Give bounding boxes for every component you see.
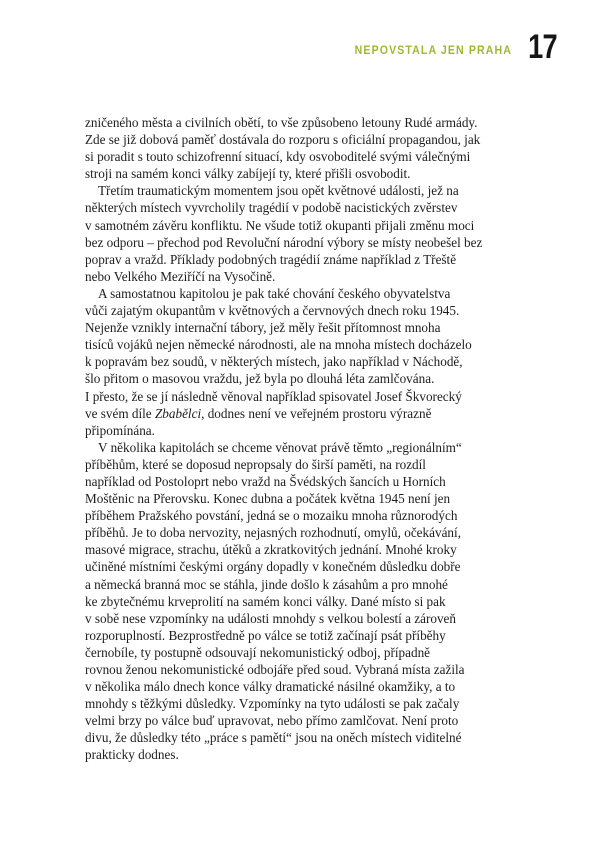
text-run: I přesto, že se jí následně věnoval například spisovatel Josef Škvorecký <box>85 388 462 404</box>
text-line <box>85 524 525 541</box>
text-run: mnohdy s těžkými důsledky. Vzpomínky na tyto události se pak začaly <box>85 696 460 712</box>
text-line <box>85 353 525 370</box>
text-line <box>85 695 525 712</box>
text-run: nebo Velkého Meziříčí na Vysočině. <box>85 268 276 284</box>
text-line <box>85 593 525 610</box>
text-run: příběhů. Je to doba nervozity, nejasných rozhodnutí, omylů, očekávání, <box>85 525 461 541</box>
text-run: příběhem Pražského povstání, jedná se o mozaiku mnoha různorodých <box>85 508 458 524</box>
text-line <box>85 405 525 422</box>
text-run: tisíců vojáků nejen německé národnosti, ale na mnoha místech docházelo <box>85 337 472 353</box>
text-line <box>85 199 525 216</box>
text-run: Třetím traumatickým momentem jsou opět květnové události, jež na <box>98 183 459 199</box>
text-line <box>85 439 525 456</box>
text-run: velmi brzy po válce buď upravovat, nebo přímo zamlčovat. Není proto <box>85 713 459 729</box>
text-run: šlo přitom o masovou vraždu, jež byla po dlouhá léta zamlčována. <box>85 371 435 387</box>
text-line <box>85 148 525 165</box>
text-line <box>85 729 525 746</box>
text-line <box>85 319 525 336</box>
text-run: některých místech vyvrcholily tragédií v podobě nacistických zvěrstev <box>85 200 458 216</box>
text-line <box>85 644 525 661</box>
text-line <box>85 576 525 593</box>
text-run: Zde se již dobová paměť dostávala do rozporu s oficiální propagandou, jak <box>85 132 481 148</box>
text-line <box>85 165 525 182</box>
text-line <box>85 370 525 387</box>
body-text <box>85 114 525 764</box>
text-line <box>85 131 525 148</box>
text-run: příběhům, které se doposud nepropsaly do širší paměti, na rozdíl <box>85 456 426 472</box>
text-line <box>85 610 525 627</box>
text-line <box>85 251 525 268</box>
text-line <box>85 302 525 319</box>
text-run: ve svém díle <box>85 405 155 421</box>
text-line <box>85 678 525 695</box>
text-line <box>85 507 525 524</box>
text-run: V několika kapitolách se chceme věnovat právě těmto „regionálním“ <box>98 439 462 455</box>
text-line <box>85 541 525 558</box>
text-line <box>85 456 525 473</box>
text-run: , dodnes není ve veřejném prostoru výrazně <box>201 405 432 421</box>
text-run: Moštěnic na Přerovsku. Konec dubna a počátek května 1945 není jen <box>85 491 451 507</box>
text-run: si poradit s touto schizofrenní situací, kdy osvoboditelé svými válečnými <box>85 149 471 165</box>
text-line <box>85 473 525 490</box>
text-line <box>85 627 525 644</box>
text-line <box>85 712 525 729</box>
text-line <box>85 268 525 285</box>
text-line <box>85 182 525 199</box>
text-run: připomínána. <box>85 422 155 438</box>
text-run: vůči zajatým okupantům v květnových a červnových dnech roku 1945. <box>85 303 460 319</box>
text-run: v sobě nese vzpomínky na události mnohdy s velkou bolestí a zároveň <box>85 610 457 626</box>
text-line <box>85 336 525 353</box>
text-run: učiněné místními českými orgány dopadly v konečném důsledku dobře <box>85 559 461 575</box>
text-run: a německá branná moc se stáhla, jinde došlo k zásahům a pro mnohé <box>85 576 448 592</box>
text-line <box>85 114 525 131</box>
text-run: prakticky dodnes. <box>85 747 179 763</box>
text-run: zničeného města a civilních obětí, to vše způsobeno letouny Rudé armády. <box>85 115 478 130</box>
text-run: například od Postoloprt nebo vražd na Švédských šancích u Horních <box>85 473 446 489</box>
text-run: k popravám bez soudů, v některých místech, jako například v Náchodě, <box>85 354 463 370</box>
page-number: 17 <box>528 28 557 66</box>
text-run: v několika málo dnech konce války dramatické násilné okamžiky, a to <box>85 679 456 695</box>
text-line <box>85 490 525 507</box>
text-run: A samostatnou kapitolou je pak také chování českého obyvatelstva <box>98 285 451 301</box>
text-run: masové migrace, strachu, útěků a zkratkovitých jednání. Mnohé kroky <box>85 542 457 558</box>
text-line <box>85 234 525 251</box>
text-run: divu, že důsledky této „práce s pamětí“ jsou na oněch místech viditelné <box>85 730 462 746</box>
text-line <box>85 422 525 439</box>
text-line <box>85 285 525 302</box>
text-run: poprav a vražd. Příklady podobných tragédií známe například z Třeště <box>85 251 457 267</box>
text-line <box>85 558 525 575</box>
text-line <box>85 661 525 678</box>
text-run: černobíle, ty postupně odsouvají nekomunistický odboj, případně <box>85 644 431 660</box>
text-run: rovnou ženou nekomunistické odbojáře před soud. Vybraná místa zažila <box>85 662 465 677</box>
running-title: NEPOVSTALA JEN PRAHA <box>354 44 513 57</box>
text-line <box>85 217 525 234</box>
page-header <box>341 28 557 66</box>
text-run: stroji na samém konci války zabíjejí ty, které přišli osvobodit. <box>85 166 411 182</box>
text-line <box>85 388 525 405</box>
text-run: ke zbytečnému krveprolití na samém konci války. Dané místo si pak <box>85 593 446 609</box>
text-run: rozporuplností. Bezprostředně po válce se totiž začínají psát příběhy <box>85 627 446 643</box>
text-run: bez odporu – přechod pod Revoluční národní výbory se místy neobešel bez <box>85 234 483 250</box>
italic-text-run: Zbabělci <box>154 405 202 421</box>
text-line <box>85 746 525 763</box>
text-run: v samotném závěru konfliktu. Ne všude totiž okupanti přijali změnu moci <box>85 217 475 233</box>
text-run: Nejenže vznikly internační tábory, jež měly řešit přítomnost mnoha <box>85 320 441 336</box>
